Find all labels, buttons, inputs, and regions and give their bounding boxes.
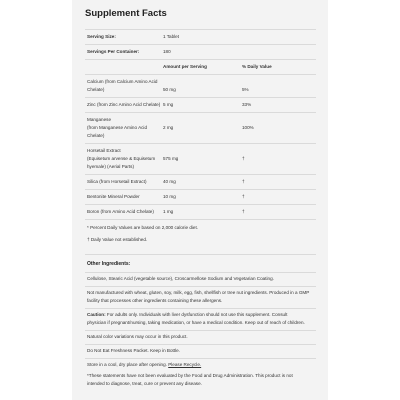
nutrient-name-line: (from Manganese Amino Acid	[87, 125, 148, 130]
nutrient-amount: 40 mg	[163, 179, 176, 184]
caution-statement	[85, 308, 316, 330]
amount-header: Amount per Serving	[163, 64, 207, 69]
nutrient-name-line: Zinc (from Zinc Amino Acid Chelate)	[87, 102, 161, 107]
nutrient-name	[87, 101, 163, 109]
nutrient-name-line: Chelate)	[87, 87, 105, 92]
nutrient-name	[87, 178, 163, 186]
nutrient-row	[85, 204, 316, 219]
disclaimer-line: intended to diagnose, treat, cure or prevent any disease.	[87, 381, 202, 386]
nutrient-amount: 50 mg	[163, 87, 176, 92]
nutrient-name	[87, 78, 163, 94]
caution-label: Caution:	[87, 312, 106, 317]
nutrient-amount: 2 mg	[163, 125, 174, 130]
nutrient-name	[87, 116, 163, 140]
nutrient-name	[87, 147, 163, 171]
footnote-daily-values: * Percent Daily Values are based on 2,000 calorie diet.	[85, 219, 316, 234]
nutrient-row	[85, 112, 316, 143]
panel-title: Supplement Facts	[85, 8, 167, 19]
nutrient-name	[87, 193, 163, 201]
color-variation-note: Natural color variations may occur in this product.	[85, 330, 316, 344]
serving-size-value: 1 Tablet	[163, 34, 180, 39]
dv-header: % Daily Value	[242, 64, 272, 69]
nutrient-row	[85, 143, 316, 174]
nutrient-name-line: (Equisetum arvense & Equisetum	[87, 156, 156, 161]
storage-text: Store in a cool, dry place after opening.	[87, 362, 169, 367]
nutrient-dv: 5%	[242, 87, 249, 92]
nutrient-name-line: Manganese	[87, 117, 112, 122]
storage-note	[85, 358, 316, 372]
freshness-note: Do Not Eat Freshness Packet. Keep in Bottle.	[85, 344, 316, 358]
supplement-facts-panel	[72, 0, 328, 400]
fda-disclaimer	[85, 372, 316, 391]
other-ingredients-text: Cellulose, Stearic Acid (vegetable source), Croscarmellose Sodium and Vegetarian Coating.	[85, 272, 316, 286]
nutrient-amount: 10 mg	[163, 194, 176, 199]
servings-per-container-label: Servings Per Container:	[87, 49, 140, 54]
nutrient-dv: †	[242, 209, 245, 214]
serving-size-label: Serving Size:	[87, 34, 116, 39]
allergen-line: facility that processes other ingredients containing these allergens.	[87, 298, 223, 303]
nutrient-dv: †	[242, 194, 245, 199]
nutrient-dv: †	[242, 179, 245, 184]
nutrient-amount: 1 mg	[163, 209, 174, 214]
nutrient-amount: 575 mg	[163, 156, 179, 161]
disclaimer-line: *These statements have not been evaluated by the Food and Drug Administration. This product is not	[87, 373, 293, 378]
serving-size-row	[85, 29, 316, 44]
servings-per-container-row	[85, 44, 316, 59]
nutrient-name-line: hyemale) (Aerial Parts)	[87, 164, 134, 169]
caution-text: For adults only. Individuals with liver dysfunction should not use this supplement. Consult	[105, 312, 288, 317]
nutrient-row	[85, 97, 316, 112]
table-header-row	[85, 59, 316, 74]
servings-per-container-value: 180	[163, 49, 171, 54]
recycle-link[interactable]: Please Recycle.	[168, 362, 202, 367]
nutrient-table	[85, 74, 316, 219]
nutrient-name-line: Horsetail Extract	[87, 148, 121, 153]
nutrient-row	[85, 174, 316, 189]
caution-text-2: physician if pregnant/nursing, taking medication, or have a medical condition. Keep out of reach of children.	[87, 320, 305, 325]
nutrient-name-line: Boron (from Amino Acid Chelate)	[87, 209, 154, 214]
nutrient-row	[85, 189, 316, 204]
nutrient-dv: 33%	[242, 102, 252, 107]
nutrient-name-line: Chelate)	[87, 133, 105, 138]
allergen-statement	[85, 286, 316, 308]
other-ingredients-title: Other Ingredients:	[85, 254, 316, 272]
nutrient-name-line: Silica (from Horsetail Extract)	[87, 179, 147, 184]
nutrient-name-line: Bentonite Mineral Powder	[87, 194, 140, 199]
nutrient-dv: †	[242, 156, 245, 161]
allergen-line: Not manufactured with wheat, gluten, soy, milk, egg, fish, shellfish or tree nut ingredients. Produced in a GMP	[87, 290, 310, 295]
nutrient-name-line: Calcium (from Calcium Amino Acid	[87, 79, 158, 84]
footnote-not-established: † Daily Value not established.	[87, 237, 148, 242]
nutrient-amount: 5 mg	[163, 102, 174, 107]
nutrient-row	[85, 74, 316, 97]
nutrient-name	[87, 208, 163, 216]
nutrient-dv: 100%	[242, 125, 254, 130]
